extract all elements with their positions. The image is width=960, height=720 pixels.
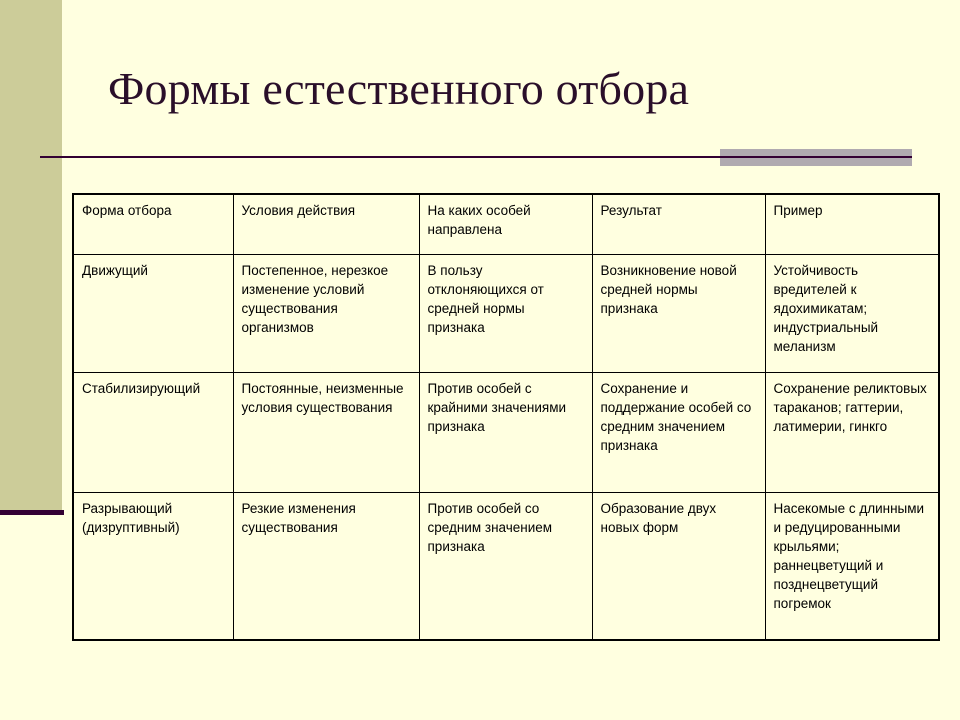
table-cell: Сохранение и поддержание особей со средним значением признака — [592, 372, 765, 492]
table-cell: Насекомые с длинными и редуцированными крыльями; раннецветущий и позднецветущий погремок — [765, 492, 939, 640]
header-cell-example: Пример — [765, 194, 939, 254]
header-cell-target: На каких особей направлена — [419, 194, 592, 254]
table-cell: Разрывающий (дизруптивный) — [73, 492, 233, 640]
table-cell: Движущий — [73, 254, 233, 372]
selection-forms-table — [72, 193, 940, 641]
table-row — [73, 492, 939, 640]
table-cell: Образование двух новых форм — [592, 492, 765, 640]
table-cell: Постоянные, неизменные условия существования — [233, 372, 419, 492]
header-cell-conditions: Условия действия — [233, 194, 419, 254]
header-cell-form: Форма отбора — [73, 194, 233, 254]
table-cell: Против особей со средним значением признака — [419, 492, 592, 640]
slide-title: Формы естественного отбора — [108, 63, 690, 114]
side-decor-accent — [0, 510, 64, 515]
title-underline-accent — [720, 156, 912, 158]
table-cell: Сохранение реликтовых тараканов; гаттерии, латимерии, гинкго — [765, 372, 939, 492]
table-cell: Против особей с крайними значениями признака — [419, 372, 592, 492]
table-header-row — [73, 194, 939, 254]
table-cell: Устойчивость вредителей к ядохимикатам; индустриальный меланизм — [765, 254, 939, 372]
header-cell-result: Результат — [592, 194, 765, 254]
table-cell: Стабилизирующий — [73, 372, 233, 492]
table-cell: Постепенное, нерезкое изменение условий существования организмов — [233, 254, 419, 372]
table-cell: В пользу отклоняющихся от средней нормы признака — [419, 254, 592, 372]
table-row — [73, 372, 939, 492]
side-decor-band — [0, 0, 62, 512]
table-row — [73, 254, 939, 372]
table-cell: Резкие изменения существования — [233, 492, 419, 640]
table-cell: Возникновение новой средней нормы признака — [592, 254, 765, 372]
